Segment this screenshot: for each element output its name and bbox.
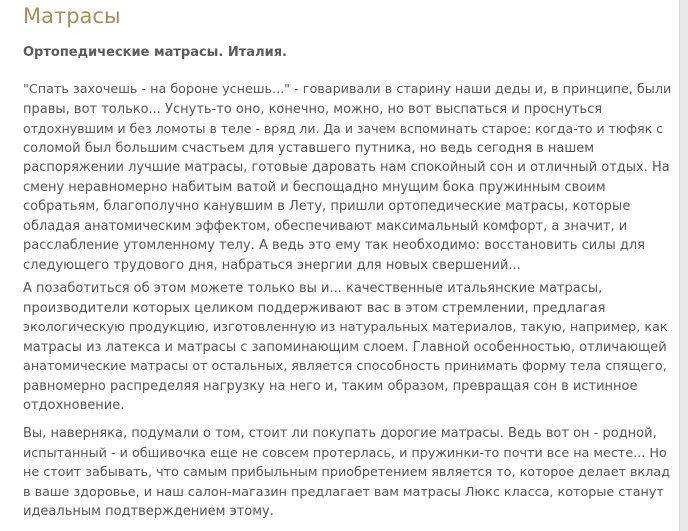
paragraph-line: А позаботиться об этом можете только вы и... качественные итальянские матрасы,	[23, 281, 603, 296]
paragraph-line: равномерно распределяя нагрузку на него и, таким образом, превращая сон в истинное	[23, 378, 638, 394]
paragraph-line: анатомические матрасы от остальных, является способность принимать форму тела спящего,	[23, 359, 667, 375]
paragraph-line: отдохнувшим и без ломоты в теле - вряд ли. Да и зачем вспоминать старое: когда-то и тюфяк с	[23, 121, 664, 137]
paragraph-3	[23, 424, 673, 522]
paragraph-1	[23, 80, 673, 275]
paragraph-line: собратьям, благополучно канувшим в Лету, пришли ортопедические матрасы, которые	[23, 199, 631, 215]
paragraph-line: испытанный - и обшивочка еще не совсем протерлась, и пружинки-то почти все на месте... Но	[23, 445, 667, 461]
paragraph-2	[23, 279, 673, 416]
paragraph-line: в ваше здоровье, и наш салон-магазин предлагает вам матрасы Люкс класса, которые станут	[23, 484, 664, 500]
paragraph-line: производители которых целиком поддерживают вас в этом стремлении, предлагая	[23, 300, 606, 316]
article-subtitle: Ортопедические матрасы. Италия.	[23, 45, 287, 60]
page-title: Матрасы	[23, 4, 121, 28]
paragraph-line: Вы, наверняка, подумали о том, стоит ли покупать дорогие матрасы. Ведь вот он - родной,	[23, 426, 657, 441]
paragraph-line: соломой был большим счастьем для уставшего путника, но ведь сегодня в нашем	[23, 140, 595, 156]
paragraph-line: расслабление утомленному телу. А ведь это ему так необходимо: восстановить силы для	[23, 238, 645, 254]
paragraph-line: отдохновение.	[23, 398, 125, 414]
paragraph-line: экологическую продукцию, изготовленную из натуральных материалов, такую, например, как	[23, 320, 668, 336]
paragraph-line: смену неравномерно набитым ватой и беспощадно мнущим бока пружинным своим	[23, 179, 606, 195]
paragraph-line: не стоит забывать, что самым прибыльным приобретением является то, которое делает вклад	[23, 465, 671, 481]
paragraph-line: матрасы из латекса и матрасы с запоминающим слоем. Главной особенностью, отличающей	[23, 339, 667, 355]
paragraph-line: правы, вот только... Уснуть-то оно, конечно, можно, но вот выспаться и проснуться	[23, 101, 603, 117]
paragraph-line: обладая анатомическим эффектом, обеспечивают максимальный комфорт, а значит, и	[23, 218, 628, 234]
paragraph-line: распоряжении лучшие матрасы, готовые даровать нам спокойный сон и отличный отдых. На	[23, 160, 670, 176]
paragraph-line: следующего трудового дня, набраться энергии для новых свершений...	[23, 257, 521, 273]
paragraph-line: "Спать захочешь - на бороне уснешь..." - говаривали в старину наши деды и, в принципе, были	[23, 82, 672, 97]
paragraph-line: идеальным подтверждением этому.	[23, 504, 274, 520]
page-right-edge	[679, 0, 688, 531]
